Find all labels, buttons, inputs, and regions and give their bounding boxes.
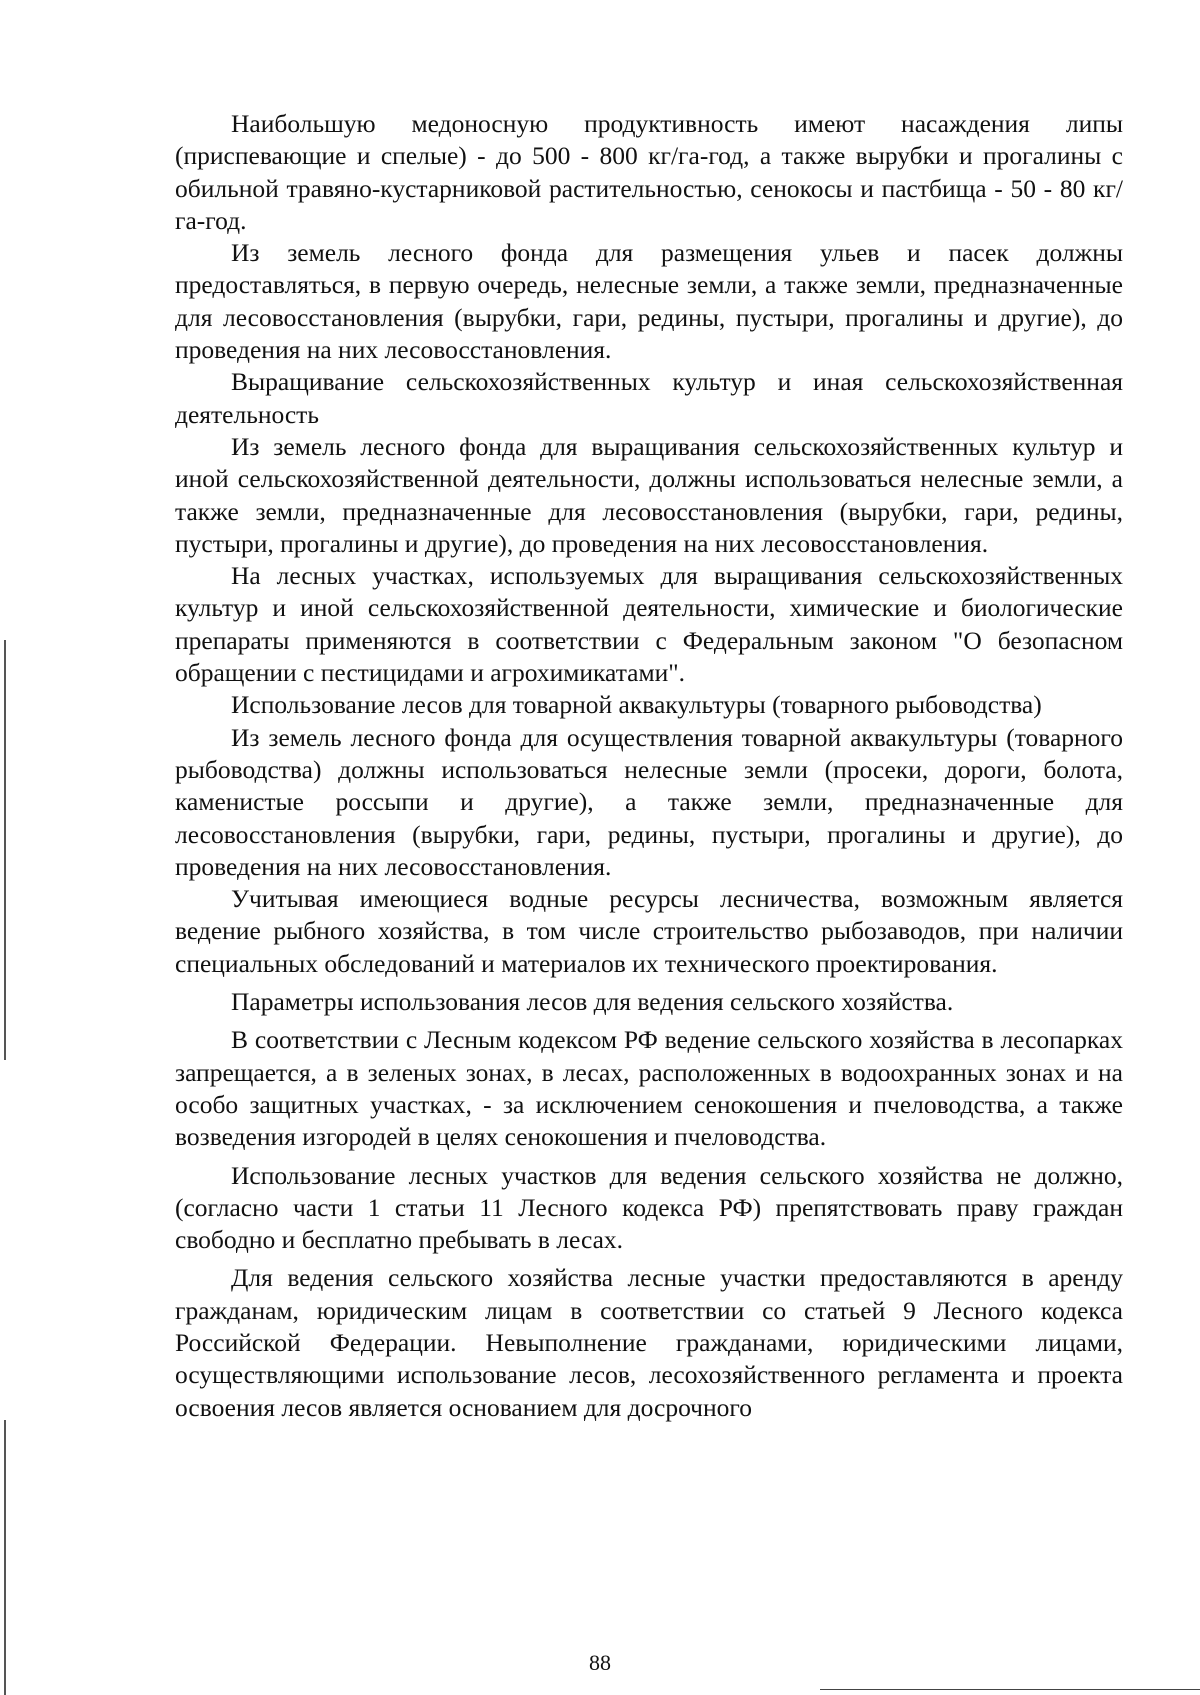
paragraph-honey-productivity: Наибольшую медоносную продуктивность имеют насаждения липы (приспевающие и спелые) - до 500 - 800 кг/га-год, а также вырубки и прогалины с обильной травяно-кустарниковой растительностью, сенокосы и пастбища - 50 - 80 кг/га-год. xyxy=(175,109,1123,235)
paragraph-citizens-rights: Использование лесных участков для ведения сельского хозяйства не должно, (согласно части 1 статьи 11 Лесного кодекса РФ) препятствовать праву граждан свободно и бесплатно пребывать в лесах. xyxy=(175,1160,1123,1255)
paragraph-fishery: Учитывая имеющиеся водные ресурсы лесничества, возможным является ведение рыбного хозяйства, в том числе строительство рыбозаводов, при наличии специальных обследований и материалов их технического проектирования. xyxy=(175,884,1123,978)
paragraph-hives-placement: Из земель лесного фонда для размещения ульев и пасек должны предоставляться, в первую очередь, нелесные земли, а также земли, предназначенные для лесовосстановления (вырубки, гари, редины, пустыри, прогалины и другие), до проведения на них лесовосстановления. xyxy=(175,238,1123,365)
paragraph-crop-lands: Из земель лесного фонда для выращивания сельскохозяйственных культур и иной сельскохозяйственной деятельности, должны использоваться нелесные земли, а также земли, предназначенные для лесовосстановления (вырубки, гари, редины, пустыри, прогалины и другие), до проведения на них лесовосстановления. xyxy=(175,431,1123,558)
heading-crop-cultivation: Выращивание сельскохозяйственных культур и иная сельскохозяйственная деятельность xyxy=(175,367,1123,429)
paragraph-lease: Для ведения сельского хозяйства лесные участки предоставляются в аренду гражданам, юридическим лицам в соответствии со статьей 9 Лесного кодекса Российской Федерации. Невыполнение гражданами, юридическими лицами, осуществляющими использование лесов, лесохозяйственного регламента и проекта освоения лесов является основанием для досрочного xyxy=(175,1263,1123,1422)
paragraph-pesticides: На лесных участках, используемых для выращивания сельскохозяйственных культур и иной сельскохозяйственной деятельности, химические и биологические препараты применяются в соответствии с Федеральным законом "О безопасном обращении с пестицидами и агрохимикатами". xyxy=(175,561,1123,688)
page-number: 88 xyxy=(589,1650,611,1675)
heading-agriculture-parameters: Параметры использования лесов для ведения сельского хозяйства. xyxy=(231,987,954,1017)
document-body xyxy=(175,108,1123,1424)
footer-rule xyxy=(820,1689,1200,1690)
scan-edge-mark xyxy=(4,640,6,1060)
heading-aquaculture: Использование лесов для товарной аквакультуры (товарного рыбоводства) xyxy=(231,690,1042,720)
paragraph-forest-code: В соответствии с Лесным кодексом РФ ведение сельского хозяйства в лесопарках запрещается, а в зеленых зонах, в лесах, расположенных в водоохранных зонах и на особо защитных участках, - за исключением сенокошения и пчеловодства, а также возведения изгородей в целях сенокошения и пчеловодства. xyxy=(175,1025,1123,1152)
paragraph-aquaculture-lands: Из земель лесного фонда для осуществления товарной аквакультуры (товарного рыбоводства) должны использоваться нелесные земли (просеки, дороги, болота, каменистые россыпи и другие), а также земли, предназначенные для лесовосстановления (вырубки, гари, редины, пустыри, прогалины и другие), до проведения на них лесовосстановления. xyxy=(175,722,1123,881)
